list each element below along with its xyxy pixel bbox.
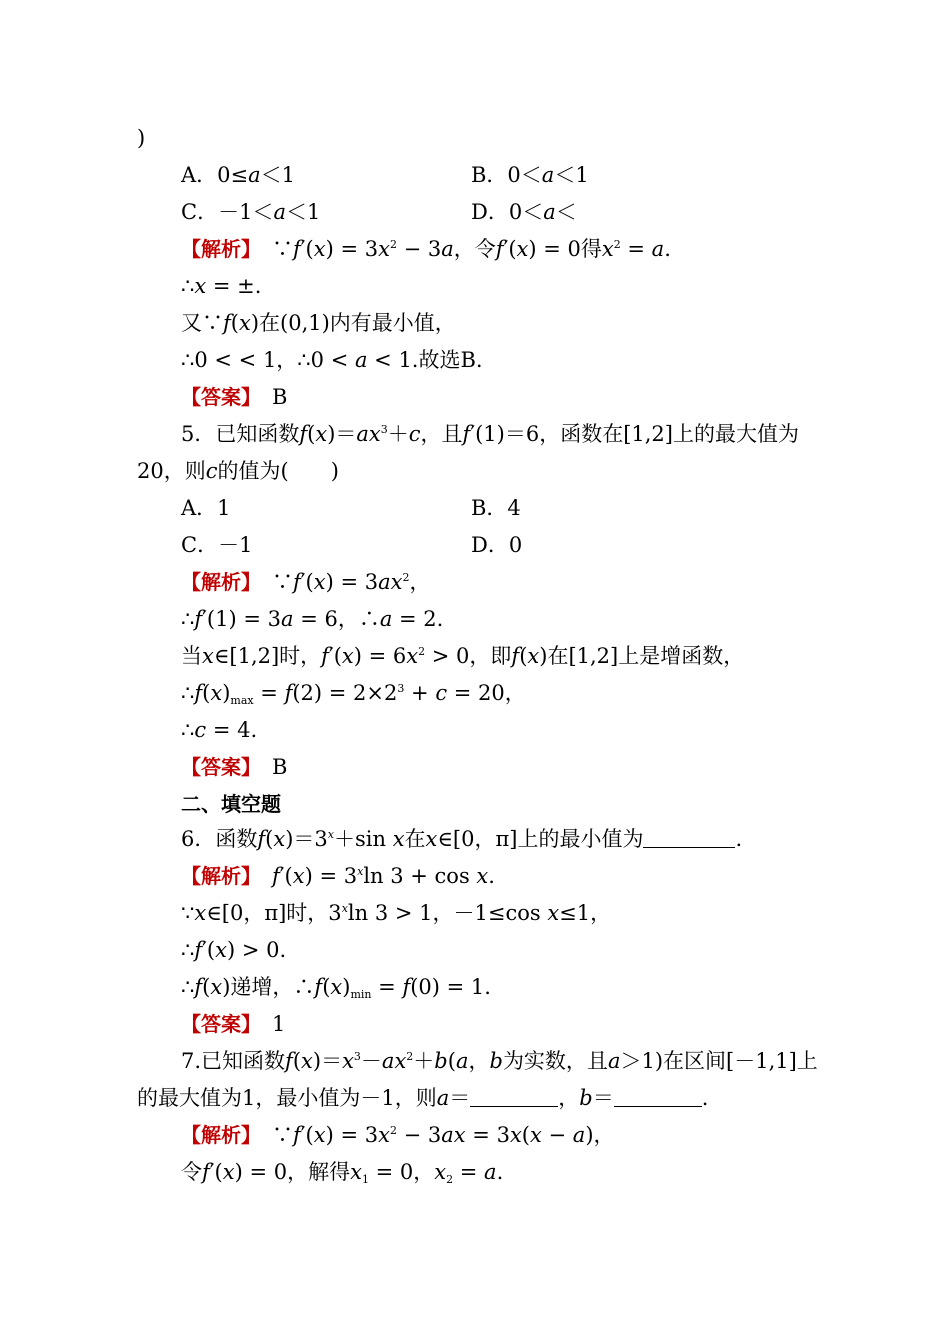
q4-option-a: A．0≤a＜1 — [181, 163, 296, 187]
q4-answer — [181, 384, 287, 410]
answer-label: 【答案】 — [181, 755, 251, 779]
q5-question-line-2: 20，则c的值为( ) — [137, 459, 339, 483]
q7-analysis-line-1: 【解析】 ∵f′(x) = $3x^2 - 3ax = 3x(x - a)$， — [181, 1123, 615, 1147]
q4-option-c: C．－1＜a＜1 — [181, 200, 321, 224]
q4-analysis-line-3: 又∵f(x)在(0,1)内有最小值， — [181, 311, 456, 335]
q5-option-d: D．0 — [471, 533, 523, 557]
q5-analysis-line-5: ∴c = 4. — [181, 718, 258, 742]
q4-option-d: D．0＜a＜ — [471, 200, 577, 224]
q5-analysis-line-2: ∴f′(1) = 3a = 6，∴a = 2. — [181, 607, 444, 631]
q4-tail: ) — [137, 126, 146, 150]
q5-option-b: B．4 — [471, 496, 521, 520]
q5-question-line-1: 5．已知函数$f(x)=ax^3+c$，且f′(1)＝6，函数在[1,2]上的最大值为 — [181, 422, 799, 446]
answer-label: 【答案】 — [181, 1012, 251, 1036]
q6-analysis-line-4: ∴f(x)递增，$\therefore f(x)_{min} = f(0) = 1$. — [181, 975, 491, 1001]
analysis-label: 【解析】 — [181, 570, 251, 594]
q5-answer-value: B — [272, 755, 288, 779]
q5-analysis-line-3: 当x∈[1,2]时，$f'(x) = 6x^2 > 0$，即f(x)在[1,2]上是增函数， — [181, 644, 745, 668]
q5-answer — [181, 754, 287, 780]
q6-analysis-line-2: ∵x∈[0，π]时，3$^x$ln 3 > 1，－1≤cos x≤1， — [181, 901, 612, 925]
section-heading: 二、填空题 — [181, 792, 281, 816]
analysis-label: 【解析】 — [181, 1123, 251, 1147]
answer-blank-a[interactable] — [470, 1088, 558, 1107]
q5-option-a: A．1 — [181, 496, 231, 520]
q5-analysis-line-1: 【解析】 ∵f′(x) = $3ax^2$， — [181, 570, 431, 594]
analysis-label: 【解析】 — [181, 237, 251, 261]
q6-answer-value: 1 — [272, 1012, 286, 1036]
answer-blank-b[interactable] — [614, 1088, 702, 1107]
q6-answer — [181, 1011, 285, 1037]
q6-analysis-line-3: ∴f′(x) > 0. — [181, 938, 287, 962]
q7-question-line-2: 的最大值为1，最小值为－1，则a＝ ，b＝ . — [137, 1086, 709, 1110]
q4-answer-value: B — [272, 385, 288, 409]
q7-question-line-1: 7.已知函数$f(x)=x^3-ax^2+b(a$，b为实数，且a＞1)在区间[－1,1]上 — [181, 1049, 818, 1073]
q4-analysis-line-4: ∴0 < < 1，∴0 < a < 1.故选B. — [181, 348, 483, 372]
q4-analysis-line-2: ∴x = ±. — [181, 274, 262, 298]
q4-option-b: B．0＜a＜1 — [471, 163, 589, 187]
q7-analysis-line-2: 令f′(x) = 0，解得$x_1 = 0$，$x_2 = a$. — [181, 1160, 504, 1186]
q5-option-c: C．－1 — [181, 533, 253, 557]
q5-analysis-line-4: $\therefore f(x)_{max} = f(2) = 2\times 2^3 + c = 20$， — [181, 681, 526, 707]
q4-analysis-line-1: 【解析】 ∵f′(x) = $3x^2 - 3a$，令f′(x) = 0得$x^2 = a$. — [181, 237, 671, 261]
q6-analysis-line-1: 【解析】 $f'(x) = 3^x\ln$ 3 + cos x. — [181, 864, 495, 888]
answer-blank[interactable] — [643, 829, 735, 848]
analysis-label: 【解析】 — [181, 864, 251, 888]
answer-label: 【答案】 — [181, 385, 251, 409]
q6-question: 6．函数$f(x)=3^x+\sin$ x在x∈[0，π]上的最小值为 . — [181, 827, 743, 851]
